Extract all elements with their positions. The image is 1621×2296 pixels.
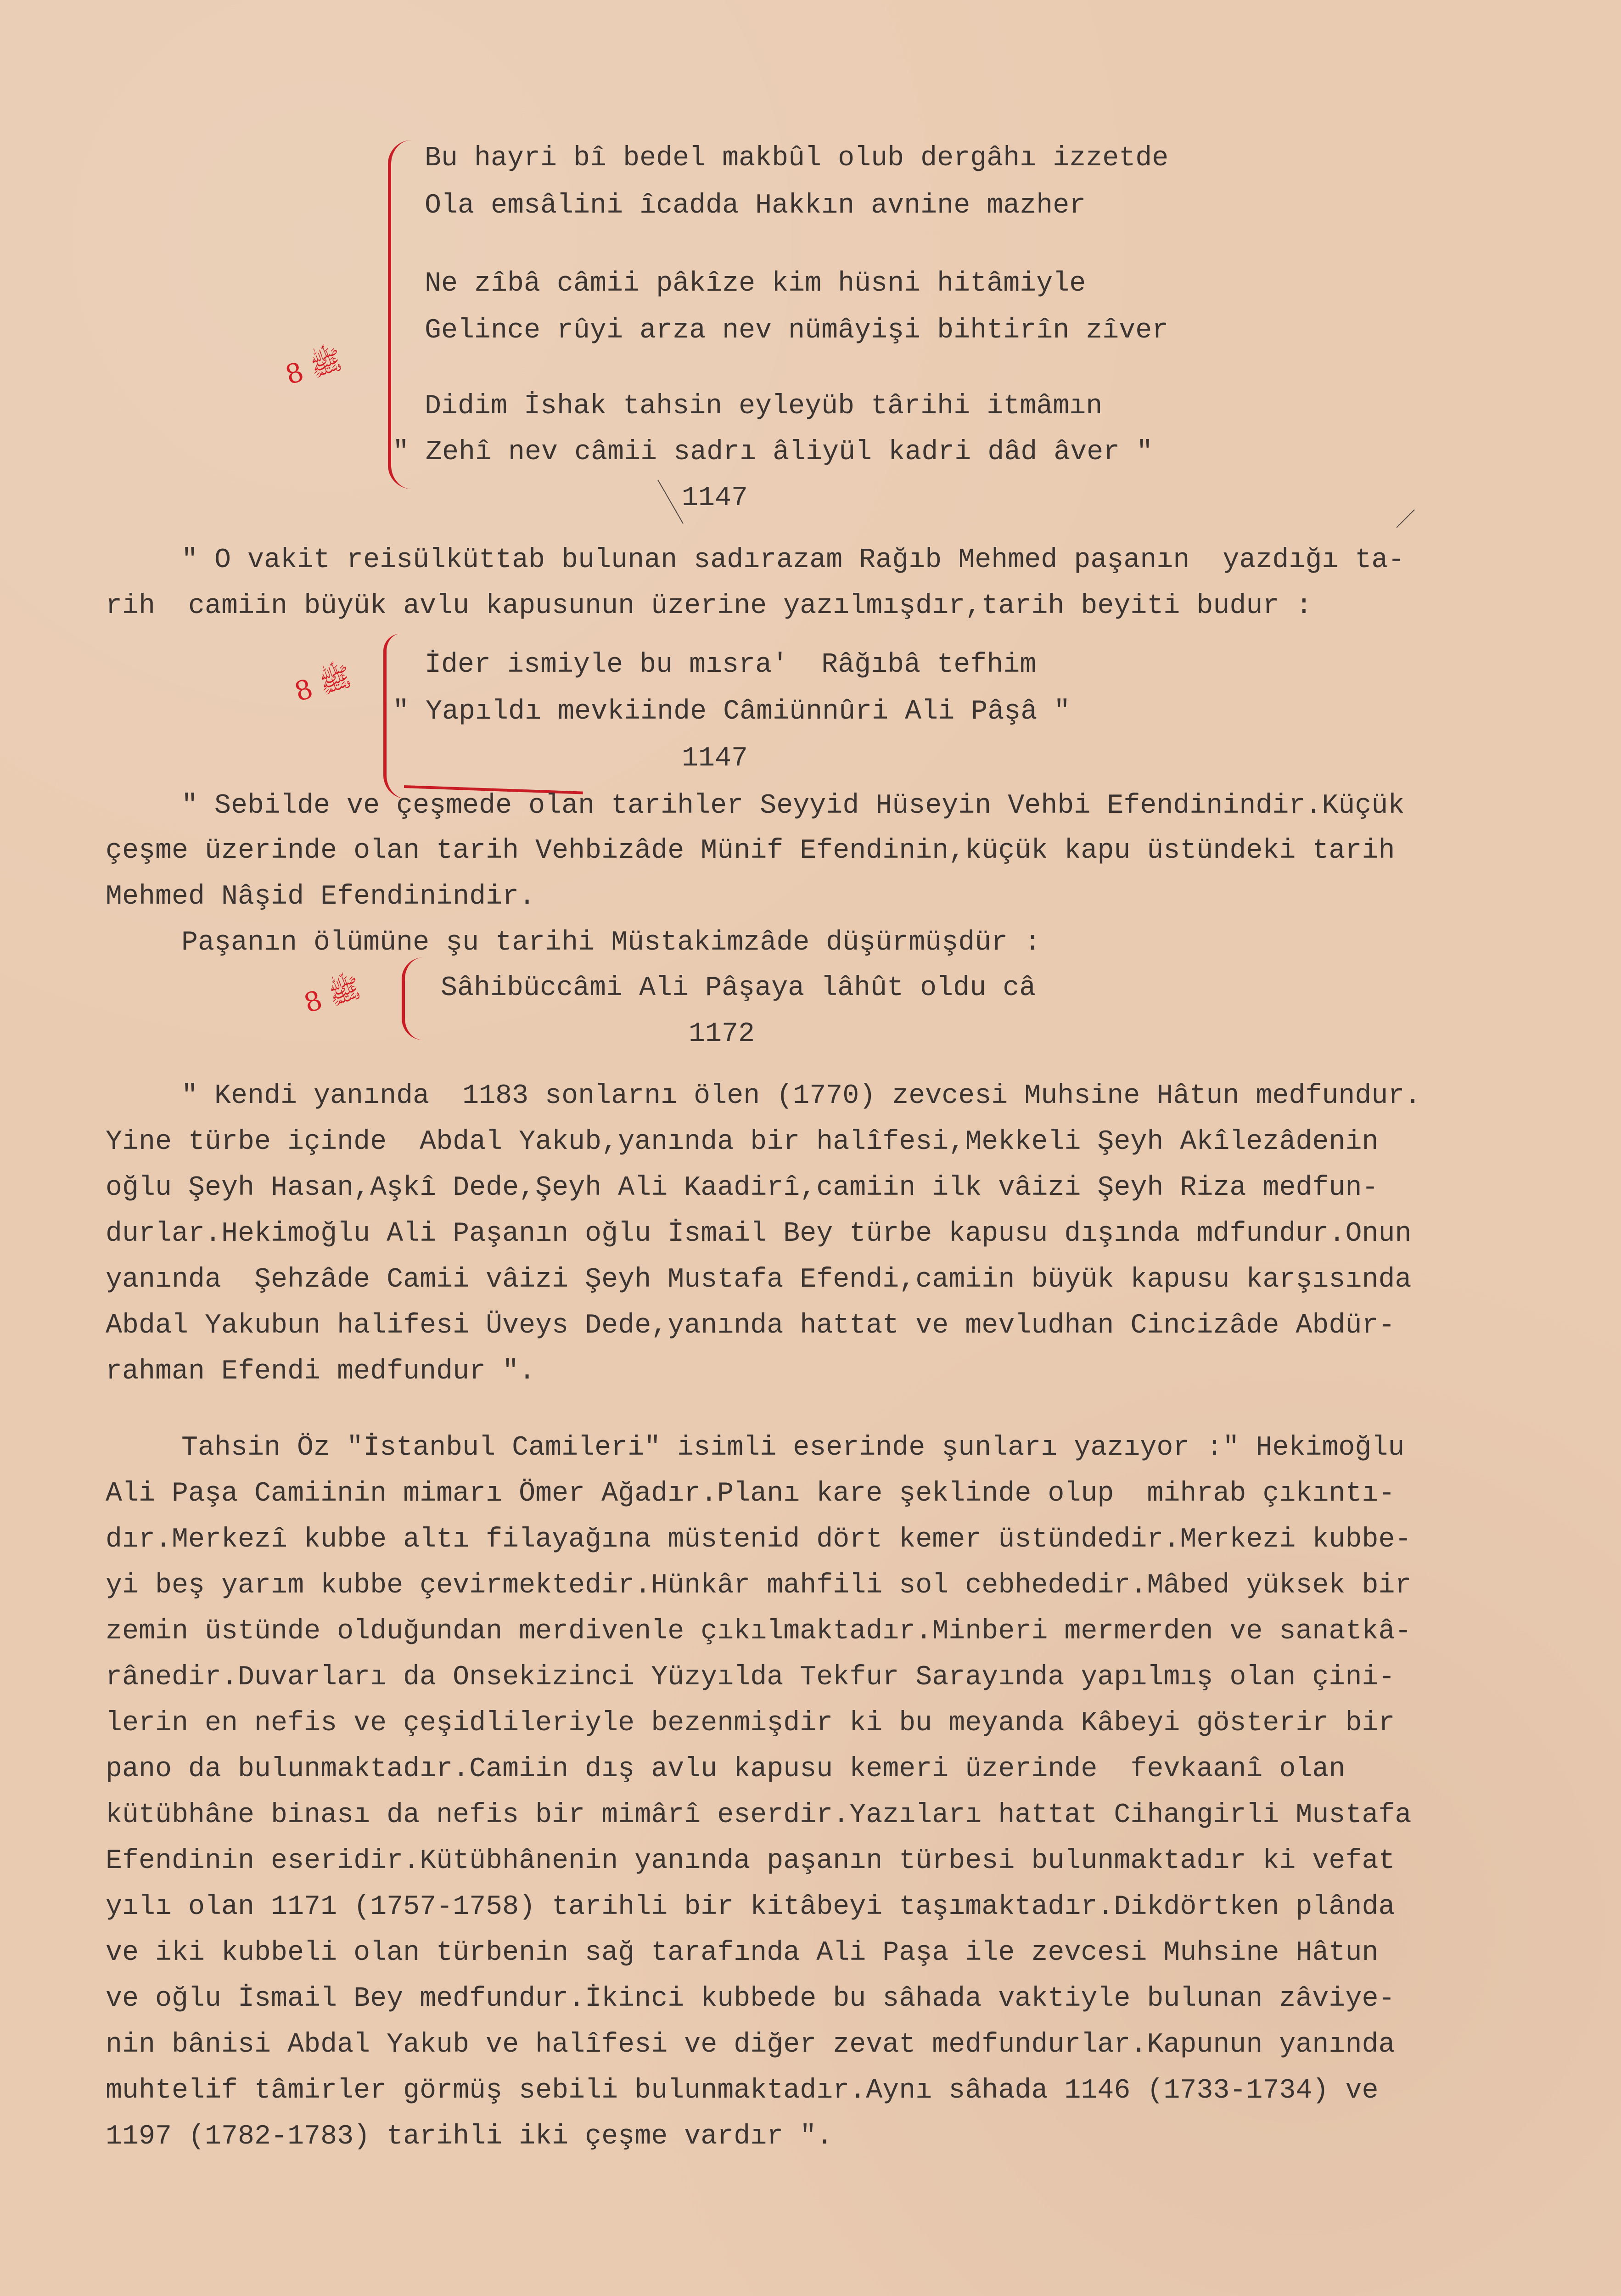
annotation-mark-1: 8 ﷺ [281,343,346,391]
pencil-stroke-1 [657,480,684,524]
quote-2-line-1: İder ismiyle bu mısra' Râğıbâ tefhim [425,649,1037,681]
paragraph-4-line-16: 1197 (1782-1783) tarihli iki çeşme vardır ". [106,2121,833,2152]
paragraph-4-line-6: rânedir.Duvarları da Onsekizinci Yüzyılda Tekfur Sarayında yapılmış olan çini- [106,1662,1395,1693]
quote-3-year: 1172 [689,1019,755,1050]
paragraph-4-line-14: nin bânisi Abdal Yakub ve halîfesi ve diğer zevat medfundurlar.Kapunun yanında [106,2029,1395,2060]
poem-line-1: Bu hayri bî bedel makbûl olub dergâhı izzetde [425,143,1169,174]
paragraph-2-line-3: Mehmed Nâşid Efendinindir. [106,881,536,912]
paragraph-4-line-3: dır.Merkezî kubbe altı filayağına müstenid dört kemer üstündedir.Merkezi kubbe- [106,1524,1412,1555]
paragraph-4-line-13: ve oğlu İsmail Bey medfundur.İkinci kubbede bu sâhada vaktiyle bulunan zâviye- [106,1983,1395,2015]
paragraph-3-line-3: oğlu Şeyh Hasan,Aşkî Dede,Şeyh Ali Kaadirî,camiin ilk vâizi Şeyh Riza medfun- [106,1172,1379,1204]
paragraph-4-line-9: kütübhâne binası da nefis bir mimârî eserdir.Yazıları hattat Cihangirli Mustafa [106,1800,1412,1831]
paragraph-3-line-5: yanında Şehzâde Camii vâizi Şeyh Mustafa Efendi,camiin büyük kapusu karşısında [106,1264,1412,1295]
quote-3-line-1: Sâhibüccâmi Ali Pâşaya lâhût oldu câ [441,973,1036,1004]
paragraph-4-line-12: ve iki kubbeli olan türbenin sağ tarafında Ali Paşa ile zevcesi Muhsine Hâtun [106,1937,1379,1969]
poem-line-6: " Zehî nev câmii sadrı âliyül kadri dâd âver " [393,437,1153,468]
paragraph-2-line-1: " Sebilde ve çeşmede olan tarihler Seyyid Hüseyin Vehbi Efendinindir.Küçük [181,790,1405,822]
paragraph-4-line-1: Tahsin Öz "İstanbul Camileri" isimli eserinde şunları yazıyor :" Hekimoğlu [181,1432,1405,1463]
paragraph-4-line-4: yi beş yarım kubbe çevirmektedir.Hünkâr mahfili sol cebhededir.Mâbed yüksek bir [106,1570,1412,1601]
paragraph-4-line-2: Ali Paşa Camiinin mimarı Ömer Ağadır.Planı kare şeklinde olup mihrab çıkıntı- [106,1478,1395,1509]
paragraph-2-line-4: Paşanın ölümüne şu tarihi Müstakimzâde düşürmüşdür : [181,927,1041,958]
paragraph-4-line-7: lerin en nefis ve çeşidlileriyle bezenmişdir ki bu meyanda Kâbeyi gösterir bir [106,1708,1395,1739]
annotation-mark-2: 8 ﷺ [291,660,355,708]
paragraph-4-line-10: Efendinin eseridir.Kütübhânenin yanında paşanın türbesi bulunmaktadır ki vefat [106,1846,1395,1877]
paragraph-3-line-1: " Kendi yanında 1183 sonlarnı ölen (1770) zevcesi Muhsine Hâtun medfundur. [181,1080,1421,1112]
paragraph-1-line-2: rih camiin büyük avlu kapusunun üzerine yazılmışdır,tarih beyiti budur : [106,591,1313,622]
paragraph-2-line-2: çeşme üzerinde olan tarih Vehbizâde Münif Efendinin,küçük kapu üstündeki tarih [106,835,1395,867]
quote-2-year: 1147 [682,743,748,774]
quote-2-line-2: " Yapıldı mevkiinde Câmiünnûri Ali Pâşâ " [393,696,1071,727]
pencil-stroke-2 [1396,509,1414,528]
paragraph-3-line-7: rahman Efendi medfundur ". [106,1356,536,1387]
poem-year: 1147 [682,483,748,514]
poem-line-5: Didim İshak tahsin eyleyüb târihi itmâmın [425,391,1103,422]
paragraph-1-line-1: " O vakit reisülküttab bulunan sadırazam Rağıb Mehmed paşanın yazdığı ta- [181,545,1405,576]
paragraph-3-line-4: durlar.Hekimoğlu Ali Paşanın oğlu İsmail Bey türbe kapusu dışında mdfundur.Onun [106,1218,1412,1249]
paragraph-4-line-15: muhtelif tâmirler görmüş sebili bulunmaktadır.Aynı sâhada 1146 (1733-1734) ve [106,2075,1379,2106]
poem-line-3: Ne zîbâ câmii pâkîze kim hüsni hitâmiyle [425,268,1086,299]
poem-line-4: Gelince rûyi arza nev nümâyişi bihtirîn zîver [425,315,1169,346]
annotation-mark-3: 8 ﷺ [300,971,365,1019]
poem-line-2: Ola emsâlini îcadda Hakkın avnine mazher [425,190,1086,221]
paragraph-4-line-8: pano da bulunmaktadır.Camiin dış avlu kapusu kemeri üzerinde fevkaanî olan [106,1754,1346,1785]
paragraph-4-line-11: yılı olan 1171 (1757-1758) tarihli bir kitâbeyi taşımaktadır.Dikdörtken plânda [106,1891,1395,1923]
annotation-bracket-3 [402,957,423,1040]
paragraph-3-line-2: Yine türbe içinde Abdal Yakub,yanında bir halîfesi,Mekkeli Şeyh Akîlezâdenin [106,1126,1379,1158]
paragraph-3-line-6: Abdal Yakubun halifesi Üveys Dede,yanında hattat ve mevludhan Cincizâde Abdür- [106,1310,1395,1341]
paragraph-4-line-5: zemin üstünde olduğundan merdivenle çıkılmaktadır.Minberi mermerden ve sanatkâ- [106,1616,1412,1647]
